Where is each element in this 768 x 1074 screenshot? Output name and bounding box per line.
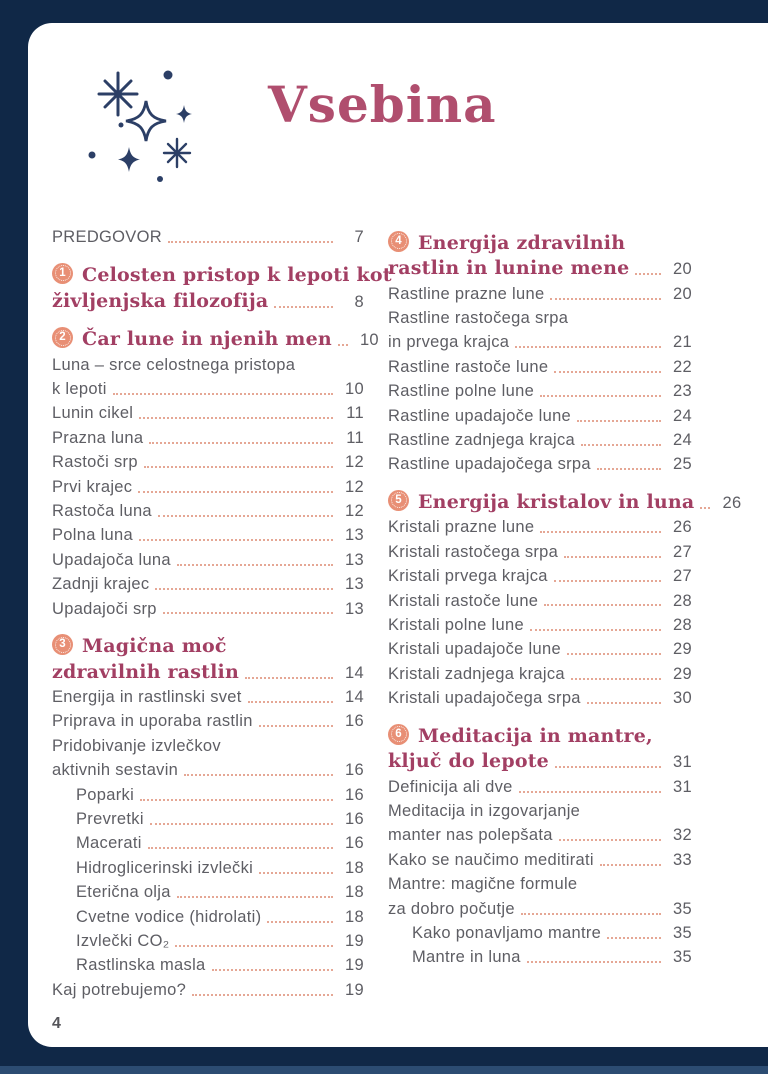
toc-entry bbox=[52, 350, 364, 399]
toc-entry bbox=[388, 537, 692, 561]
toc-row bbox=[52, 570, 364, 594]
dotted-leader bbox=[259, 872, 333, 874]
dotted-leader bbox=[554, 580, 661, 582]
toc-row bbox=[388, 610, 692, 634]
toc-row bbox=[388, 684, 692, 708]
dotted-leader bbox=[571, 678, 661, 680]
toc-entry bbox=[52, 570, 364, 594]
toc-column-right bbox=[388, 223, 742, 1000]
toc-entry bbox=[388, 352, 692, 376]
toc-label: Lunin cikel bbox=[52, 404, 134, 423]
toc-page-number: 35 bbox=[673, 948, 692, 967]
toc-label: Meditacija in mantre, bbox=[418, 724, 653, 747]
toc-label: Rastline zadnjega krajca bbox=[388, 430, 575, 449]
toc-label: Kristali rastočega srpa bbox=[388, 542, 559, 561]
dotted-leader bbox=[148, 847, 333, 849]
toc-page-number: 20 bbox=[673, 260, 692, 279]
toc-page-number: 8 bbox=[354, 292, 364, 311]
dotted-leader bbox=[597, 468, 661, 470]
toc-page-number: 13 bbox=[345, 575, 364, 594]
frame-bottom-strip bbox=[0, 1066, 768, 1074]
sparkle-icon bbox=[176, 105, 192, 123]
toc-entry bbox=[52, 683, 364, 707]
toc-entry bbox=[388, 635, 692, 659]
toc-entry bbox=[52, 594, 364, 618]
toc-row bbox=[412, 919, 692, 943]
toc-row bbox=[52, 631, 364, 657]
toc-label: Meditacija in izgovarjanje bbox=[388, 802, 581, 821]
toc-label: Macerati bbox=[76, 834, 142, 853]
dotted-leader bbox=[544, 604, 661, 606]
dotted-leader bbox=[600, 864, 661, 866]
toc-entry bbox=[52, 448, 364, 472]
toc-page-number: 16 bbox=[345, 761, 364, 780]
toc-page-number: 23 bbox=[673, 382, 692, 401]
toc-label: Energija kristalov in luna bbox=[418, 491, 695, 514]
toc-row bbox=[388, 537, 692, 561]
dot-icon bbox=[119, 123, 124, 128]
dotted-leader bbox=[567, 653, 661, 655]
toc-label: rastlin in lunine mene bbox=[388, 257, 630, 280]
toc-entry bbox=[52, 951, 364, 975]
toc-row bbox=[52, 286, 364, 312]
toc-label: Pridobivanje izvlečkov bbox=[52, 736, 221, 755]
toc-label: Rastline upadajoče lune bbox=[388, 406, 572, 425]
toc-page-number: 13 bbox=[345, 599, 364, 618]
toc-page-number: 31 bbox=[673, 777, 692, 796]
toc-row bbox=[76, 805, 364, 829]
toc-section bbox=[388, 487, 742, 514]
toc-entry bbox=[52, 423, 364, 447]
toc-entry bbox=[388, 586, 692, 610]
dotted-leader bbox=[192, 994, 333, 996]
toc-row bbox=[388, 894, 692, 918]
toc-label: Kristali prvega krajca bbox=[388, 567, 548, 586]
toc-row bbox=[388, 870, 692, 894]
section-number-badge: 4 bbox=[388, 231, 409, 252]
dotted-leader bbox=[138, 491, 333, 493]
toc-row bbox=[76, 829, 364, 853]
toc-page-number: 19 bbox=[345, 980, 364, 999]
toc-row bbox=[52, 260, 392, 287]
toc-row bbox=[388, 586, 692, 610]
toc-row bbox=[388, 401, 692, 425]
dotted-leader bbox=[149, 442, 333, 444]
toc-entry bbox=[388, 279, 692, 303]
toc-label: Luna – srce celostnega pristopa bbox=[52, 355, 296, 374]
toc-entry bbox=[52, 927, 364, 951]
toc-label: Kristali polne lune bbox=[388, 615, 524, 634]
dotted-leader bbox=[140, 799, 333, 801]
dotted-leader bbox=[540, 395, 661, 397]
toc-label: Kristali rastoče lune bbox=[388, 591, 539, 610]
toc-label: Kako se naučimo meditirati bbox=[388, 850, 594, 869]
toc-section bbox=[388, 228, 692, 279]
toc-row bbox=[388, 845, 692, 869]
toc-row bbox=[76, 878, 364, 902]
toc-row bbox=[388, 328, 692, 352]
toc-page-number: 18 bbox=[345, 883, 364, 902]
toc-row bbox=[388, 797, 692, 821]
toc-row bbox=[52, 497, 364, 521]
toc-page-number: 11 bbox=[346, 404, 364, 423]
toc-row bbox=[52, 594, 364, 618]
toc-row bbox=[388, 352, 692, 376]
toc-row bbox=[52, 325, 379, 351]
toc-entry bbox=[388, 562, 692, 586]
toc-label: Magična moč bbox=[82, 635, 227, 658]
toc-label: Rastoča luna bbox=[52, 501, 152, 520]
toc-page-number: 12 bbox=[345, 477, 364, 496]
toc-row bbox=[388, 450, 692, 474]
dotted-leader bbox=[177, 564, 333, 566]
toc-row bbox=[412, 943, 692, 967]
toc-section bbox=[52, 260, 392, 312]
toc-label: Poparki bbox=[76, 785, 135, 804]
toc-label: Zadnji krajec bbox=[52, 575, 150, 594]
toc-page-number: 31 bbox=[673, 753, 692, 772]
toc-label: Rastlinska masla bbox=[76, 956, 206, 975]
toc-page-number: 29 bbox=[673, 640, 692, 659]
toc-entry bbox=[388, 919, 692, 943]
dotted-leader bbox=[530, 629, 661, 631]
toc-label: Energija in rastlinski svet bbox=[52, 688, 242, 707]
toc-page-number: 24 bbox=[673, 406, 692, 425]
dotted-leader bbox=[139, 539, 333, 541]
section-number-badge: 1 bbox=[52, 263, 73, 284]
toc-page-number: 10 bbox=[345, 379, 364, 398]
toc-label: Rastline polne lune bbox=[388, 382, 535, 401]
toc-row bbox=[52, 399, 364, 423]
toc-page-number: 27 bbox=[673, 567, 692, 586]
asterisk-star-icon bbox=[164, 139, 190, 167]
dotted-leader bbox=[259, 725, 333, 727]
toc-row bbox=[52, 423, 364, 447]
dot-icon bbox=[89, 152, 96, 159]
toc-label: Rastoči srp bbox=[52, 453, 138, 472]
toc-label: Izvlečki CO₂ bbox=[76, 931, 170, 950]
frame-bottom-bar bbox=[0, 1047, 768, 1074]
toc-label: Definicija ali dve bbox=[388, 777, 513, 796]
toc-label: manter nas polepšata bbox=[388, 826, 553, 845]
dotted-leader bbox=[577, 420, 661, 422]
toc-row bbox=[52, 375, 364, 399]
toc-entry bbox=[52, 223, 364, 247]
toc-row bbox=[76, 951, 364, 975]
dotted-leader bbox=[175, 945, 333, 947]
toc-row bbox=[76, 780, 364, 804]
toc-entry bbox=[388, 610, 692, 634]
dotted-leader bbox=[158, 515, 333, 517]
toc-entry bbox=[388, 943, 692, 967]
toc-label: Kaj potrebujemo? bbox=[52, 980, 187, 999]
toc-row bbox=[52, 545, 364, 569]
section-number-badge: 3 bbox=[52, 634, 73, 655]
toc-label: Polna luna bbox=[52, 526, 133, 545]
toc-label: Kristali prazne lune bbox=[388, 518, 535, 537]
dot-icon bbox=[157, 176, 163, 182]
toc-label: Rastline prazne lune bbox=[388, 284, 545, 303]
toc-row bbox=[388, 562, 692, 586]
toc-label: Čar lune in njenih men bbox=[82, 328, 332, 351]
toc-label: PREDGOVOR bbox=[52, 228, 162, 247]
toc-entry bbox=[388, 426, 692, 450]
toc-entry bbox=[388, 870, 692, 919]
toc-entry bbox=[52, 975, 364, 999]
toc-entry bbox=[388, 377, 692, 401]
toc-page-number: 24 bbox=[673, 430, 692, 449]
dotted-leader bbox=[527, 961, 661, 963]
toc-page-number: 18 bbox=[345, 907, 364, 926]
toc-entry bbox=[388, 659, 692, 683]
dotted-leader bbox=[248, 701, 333, 703]
dotted-leader bbox=[338, 344, 348, 346]
toc-label: za dobro počutje bbox=[388, 899, 515, 918]
toc-page-number: 30 bbox=[673, 689, 692, 708]
stars-sparkles-icon bbox=[80, 65, 208, 187]
toc-label: Kristali upadajoče lune bbox=[388, 640, 561, 659]
toc-label: k lepoti bbox=[52, 379, 107, 398]
toc-row bbox=[388, 659, 692, 683]
dotted-leader bbox=[554, 371, 661, 373]
toc-entry bbox=[52, 878, 364, 902]
toc-row bbox=[388, 279, 692, 303]
toc-label: Prevretki bbox=[76, 810, 144, 829]
toc-entry bbox=[52, 731, 364, 780]
toc-row bbox=[52, 731, 364, 755]
toc-page-number: 27 bbox=[673, 542, 692, 561]
toc-row bbox=[388, 513, 692, 537]
toc-label: aktivnih sestavin bbox=[52, 761, 179, 780]
dotted-leader bbox=[555, 766, 661, 768]
toc-entry bbox=[52, 399, 364, 423]
toc-entry bbox=[52, 829, 364, 853]
toc-row bbox=[76, 927, 364, 951]
toc-row bbox=[388, 254, 692, 280]
toc-page-number: 22 bbox=[673, 357, 692, 376]
toc-row bbox=[52, 707, 364, 731]
toc-entry bbox=[388, 401, 692, 425]
toc-row bbox=[388, 487, 742, 514]
asterisk-star-icon bbox=[99, 73, 137, 115]
toc-label: Upadajoča luna bbox=[52, 550, 171, 569]
dotted-leader bbox=[607, 937, 661, 939]
toc-page-number: 25 bbox=[673, 455, 692, 474]
toc-page-number: 20 bbox=[673, 284, 692, 303]
toc-entry bbox=[388, 513, 692, 537]
toc-row bbox=[52, 683, 364, 707]
toc-page-number: 16 bbox=[345, 834, 364, 853]
toc-row bbox=[52, 657, 364, 683]
toc-row bbox=[76, 853, 364, 877]
toc-label: Kristali upadajočega srpa bbox=[388, 689, 581, 708]
sparkle-icon bbox=[118, 147, 140, 172]
page-number: 4 bbox=[52, 1015, 62, 1032]
dotted-leader bbox=[540, 531, 661, 533]
section-number-badge: 2 bbox=[52, 327, 73, 348]
toc-entry bbox=[388, 684, 692, 708]
toc-page-number: 19 bbox=[345, 956, 364, 975]
toc-label: Cvetne vodice (hidrolati) bbox=[76, 907, 262, 926]
toc-section bbox=[52, 631, 364, 682]
toc-label: Kristali zadnjega krajca bbox=[388, 664, 565, 683]
toc-row bbox=[388, 635, 692, 659]
toc-label: Prazna luna bbox=[52, 428, 144, 447]
dotted-leader bbox=[274, 306, 333, 308]
toc-section bbox=[52, 325, 379, 351]
toc-column-left bbox=[52, 223, 392, 1000]
toc-page-number: 28 bbox=[673, 615, 692, 634]
dotted-leader bbox=[519, 791, 661, 793]
toc-row bbox=[52, 223, 364, 247]
dotted-leader bbox=[144, 466, 333, 468]
dotted-leader bbox=[521, 913, 661, 915]
toc-row bbox=[76, 902, 364, 926]
toc-page-number: 26 bbox=[673, 518, 692, 537]
dotted-leader bbox=[139, 417, 333, 419]
toc-page-number: 19 bbox=[345, 931, 364, 950]
dotted-leader bbox=[245, 677, 333, 679]
toc-label: Mantre in luna bbox=[412, 948, 521, 967]
toc-label: in prvega krajca bbox=[388, 333, 510, 352]
dotted-leader bbox=[212, 969, 333, 971]
toc-page-number: 26 bbox=[722, 493, 742, 512]
toc-entry bbox=[52, 545, 364, 569]
toc-page-number: 18 bbox=[345, 858, 364, 877]
toc-row bbox=[388, 304, 692, 328]
dotted-leader bbox=[150, 823, 333, 825]
dotted-leader bbox=[559, 839, 661, 841]
toc-entry bbox=[52, 853, 364, 877]
toc-row bbox=[388, 228, 692, 254]
dotted-leader bbox=[267, 921, 333, 923]
toc-row bbox=[388, 377, 692, 401]
toc-entry bbox=[388, 772, 692, 796]
page-title: Vsebina bbox=[268, 75, 497, 134]
toc-page-number: 21 bbox=[673, 333, 692, 352]
toc-row bbox=[52, 448, 364, 472]
dotted-leader bbox=[163, 612, 333, 614]
toc-page-number: 13 bbox=[345, 550, 364, 569]
toc-page-number: 35 bbox=[673, 923, 692, 942]
toc-label: Kako ponavljamo mantre bbox=[412, 923, 602, 942]
toc-row bbox=[388, 747, 692, 773]
toc-label: Rastline upadajočega srpa bbox=[388, 455, 591, 474]
toc-label: zdravilnih rastlin bbox=[52, 660, 239, 683]
toc-entry bbox=[52, 780, 364, 804]
toc-label: Mantre: magične formule bbox=[388, 875, 578, 894]
dotted-leader bbox=[113, 393, 333, 395]
toc-label: Upadajoči srp bbox=[52, 599, 157, 618]
toc-entry bbox=[52, 497, 364, 521]
dotted-leader bbox=[635, 273, 661, 275]
toc-label: Priprava in uporaba rastlin bbox=[52, 712, 253, 731]
toc-label: življenjska filozofija bbox=[52, 289, 269, 312]
section-number-badge: 6 bbox=[388, 724, 409, 745]
dotted-leader bbox=[700, 507, 710, 509]
toc-row bbox=[52, 472, 364, 496]
toc-row bbox=[388, 426, 692, 450]
toc-entry bbox=[388, 845, 692, 869]
toc-entry bbox=[388, 304, 692, 353]
toc-label: Prvi krajec bbox=[52, 477, 133, 496]
toc bbox=[52, 223, 742, 1000]
toc-page-number: 29 bbox=[673, 664, 692, 683]
dotted-leader bbox=[550, 298, 661, 300]
toc-row bbox=[52, 975, 364, 999]
toc-entry bbox=[388, 450, 692, 474]
toc-label: ključ do lepote bbox=[388, 750, 549, 773]
toc-label: Hidroglicerinski izvlečki bbox=[76, 858, 254, 877]
dotted-leader bbox=[155, 588, 333, 590]
toc-entry bbox=[52, 521, 364, 545]
toc-section bbox=[388, 721, 692, 772]
dot-icon bbox=[164, 71, 173, 80]
toc-row bbox=[52, 350, 364, 374]
toc-page-number: 12 bbox=[345, 501, 364, 520]
dotted-leader bbox=[581, 444, 661, 446]
toc-page-number: 16 bbox=[345, 712, 364, 731]
toc-page-number: 35 bbox=[673, 899, 692, 918]
toc-label: Energija zdravilnih bbox=[418, 231, 626, 254]
toc-page-number: 12 bbox=[345, 453, 364, 472]
section-number-badge: 5 bbox=[388, 490, 409, 511]
dotted-leader bbox=[515, 346, 661, 348]
dotted-leader bbox=[184, 774, 333, 776]
toc-page-number: 32 bbox=[673, 826, 692, 845]
toc-page-number: 28 bbox=[673, 591, 692, 610]
toc-label: Eterična olja bbox=[76, 883, 171, 902]
toc-entry bbox=[52, 472, 364, 496]
dotted-leader bbox=[587, 702, 661, 704]
toc-page-number: 10 bbox=[359, 331, 379, 350]
toc-entry bbox=[52, 805, 364, 829]
toc-page-number: 13 bbox=[345, 526, 364, 545]
toc-label: Celosten pristop k lepoti kot bbox=[82, 264, 392, 287]
dotted-leader bbox=[564, 556, 661, 558]
toc-page-number: 7 bbox=[354, 228, 364, 247]
dotted-leader bbox=[177, 896, 333, 898]
toc-entry bbox=[52, 707, 364, 731]
toc-row bbox=[388, 821, 692, 845]
toc-page-number: 14 bbox=[345, 663, 364, 682]
dotted-leader bbox=[168, 241, 333, 243]
toc-page-number: 14 bbox=[345, 688, 364, 707]
toc-entry bbox=[52, 902, 364, 926]
toc-page-number: 16 bbox=[345, 810, 364, 829]
book-page bbox=[28, 23, 768, 1047]
toc-entry bbox=[388, 797, 692, 846]
toc-page-number: 16 bbox=[345, 785, 364, 804]
toc-label: Rastline rastoče lune bbox=[388, 357, 549, 376]
toc-page-number: 11 bbox=[346, 428, 364, 447]
toc-row bbox=[388, 772, 692, 796]
toc-row bbox=[52, 756, 364, 780]
toc-label: Rastline rastočega srpa bbox=[388, 309, 569, 327]
toc-page-number: 33 bbox=[673, 850, 692, 869]
toc-row bbox=[388, 721, 692, 747]
toc-row bbox=[52, 521, 364, 545]
